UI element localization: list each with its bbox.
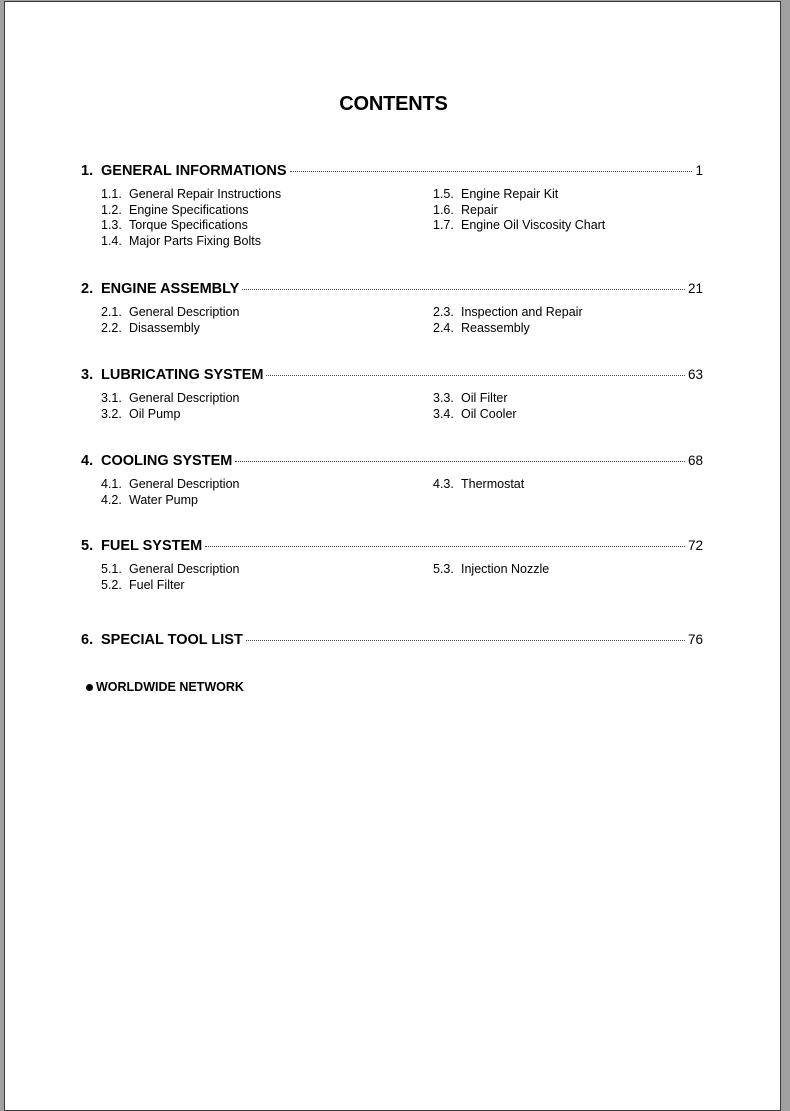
subsection-title: Inspection and Repair	[461, 305, 583, 319]
subsection-column-left	[101, 391, 239, 422]
toc-subitem[interactable]	[101, 407, 239, 423]
subsection-title: Engine Repair Kit	[461, 187, 559, 201]
subsection-title: General Description	[129, 305, 240, 319]
subsection-title: General Description	[129, 391, 240, 405]
toc-subitem[interactable]	[433, 391, 517, 407]
subsection-title: Oil Pump	[129, 406, 181, 421]
toc-section-6	[81, 631, 703, 656]
subsection-number: 1.7.	[433, 218, 454, 233]
section-number: 3.	[81, 367, 94, 383]
section-number: 5.	[81, 538, 94, 554]
toc-subitem[interactable]	[433, 305, 583, 321]
toc-heading[interactable]	[81, 631, 703, 649]
subsection-number: 2.3.	[433, 305, 454, 319]
toc-subitem[interactable]	[433, 321, 583, 337]
subsection-number: 2.2.	[101, 320, 122, 335]
subsection-title: Oil Filter	[461, 391, 508, 405]
subsection-column-right	[433, 391, 517, 422]
toc-subitem[interactable]	[101, 234, 281, 250]
subsection-title: Engine Specifications	[129, 202, 249, 217]
subsection-number: 4.2.	[101, 492, 122, 507]
toc-heading[interactable]	[81, 366, 703, 384]
subsection-column-right	[433, 477, 524, 493]
subsection-number: 2.1.	[101, 305, 122, 319]
section-title: GENERAL INFORMATIONS	[101, 163, 287, 179]
section-number: 6.	[81, 632, 94, 648]
toc-section-2	[81, 280, 703, 335]
subsection-number: 1.5.	[433, 187, 454, 201]
subsection-column-right	[433, 187, 605, 234]
subsection-title: Water Pump	[129, 492, 199, 507]
subsection-number: 1.2.	[101, 202, 122, 217]
page-number: 76	[687, 632, 703, 647]
subsection-column-right	[433, 562, 549, 578]
toc-subitem[interactable]	[433, 218, 605, 234]
page-title: CONTENTS	[339, 93, 448, 115]
dot-leader	[235, 461, 685, 462]
section-title: COOLING SYSTEM	[101, 453, 233, 469]
toc-subitem[interactable]	[433, 187, 605, 203]
toc-subitem[interactable]	[101, 493, 239, 509]
subsection-column-left	[101, 305, 239, 336]
dot-leader	[246, 640, 685, 641]
subsection-column-left	[101, 562, 239, 593]
toc-section-4	[81, 452, 703, 507]
subsection-title: Engine Oil Viscosity Chart	[461, 218, 606, 233]
subsection-number: 3.2.	[101, 406, 122, 421]
toc-heading[interactable]	[81, 452, 703, 470]
section-number: 1.	[81, 163, 94, 179]
page-number: 68	[687, 453, 703, 468]
toc-subitem[interactable]	[101, 203, 281, 219]
section-title: FUEL SYSTEM	[101, 538, 203, 554]
page-number: 72	[687, 538, 703, 553]
subsection-number: 1.6.	[433, 202, 454, 217]
toc-subitem[interactable]	[101, 391, 239, 407]
subsection-number: 3.4.	[433, 406, 454, 421]
section-number: 4.	[81, 453, 94, 469]
toc-subitem[interactable]	[433, 477, 524, 493]
subsection-number: 5.1.	[101, 562, 122, 576]
worldwide-network-entry[interactable]	[86, 680, 244, 694]
subsection-title: Oil Cooler	[461, 406, 517, 421]
subsection-number: 4.1.	[101, 477, 122, 491]
toc-section-3	[81, 366, 703, 421]
toc-heading[interactable]	[81, 537, 703, 555]
subsection-title: General Description	[129, 477, 240, 491]
toc-subitem[interactable]	[101, 477, 239, 493]
page-number: 1	[695, 163, 703, 178]
page-number: 21	[687, 281, 703, 296]
subsection-title: Thermostat	[461, 477, 525, 491]
subsection-number: 1.4.	[101, 234, 122, 249]
toc-section-1	[81, 162, 703, 249]
subsection-column-left	[101, 187, 281, 250]
dot-leader	[266, 375, 685, 376]
dot-leader	[242, 289, 685, 290]
subsection-number: 5.2.	[101, 577, 122, 592]
subsection-number: 3.1.	[101, 391, 122, 405]
toc-subitem[interactable]	[101, 562, 239, 578]
toc-subitem[interactable]	[101, 187, 281, 203]
subsection-title: Fuel Filter	[129, 577, 185, 592]
subsection-title: Torque Specifications	[129, 218, 248, 233]
subsection-title: Repair	[461, 202, 498, 217]
subsection-number: 5.3.	[433, 562, 454, 576]
toc-subitem[interactable]	[101, 218, 281, 234]
subsection-number: 1.1.	[101, 187, 122, 201]
subsection-column-right	[433, 305, 583, 336]
toc-section-5	[81, 537, 703, 592]
subsection-title: Major Parts Fixing Bolts	[129, 234, 261, 249]
subsection-number: 2.4.	[433, 320, 454, 335]
toc-subitem[interactable]	[433, 407, 517, 423]
toc-subitem[interactable]	[433, 203, 605, 219]
subsection-title: Reassembly	[461, 320, 530, 335]
dot-leader	[205, 546, 685, 547]
page-number: 63	[687, 367, 703, 382]
worldwide-network-label: WORLDWIDE NETWORK	[96, 680, 244, 694]
toc-subitem[interactable]	[101, 305, 239, 321]
subsection-number: 1.3.	[101, 218, 122, 233]
toc-subitem[interactable]	[101, 578, 239, 594]
subsection-title: Disassembly	[129, 320, 200, 335]
bullet-icon	[86, 684, 93, 691]
section-title: ENGINE ASSEMBLY	[101, 281, 240, 297]
section-title: SPECIAL TOOL LIST	[101, 632, 243, 648]
toc-heading[interactable]	[81, 280, 703, 298]
toc-subitem[interactable]	[101, 321, 239, 337]
dot-leader	[290, 171, 693, 172]
subsection-title: General Repair Instructions	[129, 187, 282, 201]
subsection-title: Injection Nozzle	[461, 562, 550, 576]
section-title: LUBRICATING SYSTEM	[101, 367, 264, 383]
subsection-number: 4.3.	[433, 477, 454, 491]
document-page	[4, 1, 781, 1111]
subsection-column-left	[101, 477, 239, 508]
section-number: 2.	[81, 281, 94, 297]
subsection-number: 3.3.	[433, 391, 454, 405]
toc-heading[interactable]	[81, 162, 703, 180]
toc-subitem[interactable]	[433, 562, 549, 578]
subsection-title: General Description	[129, 562, 240, 576]
